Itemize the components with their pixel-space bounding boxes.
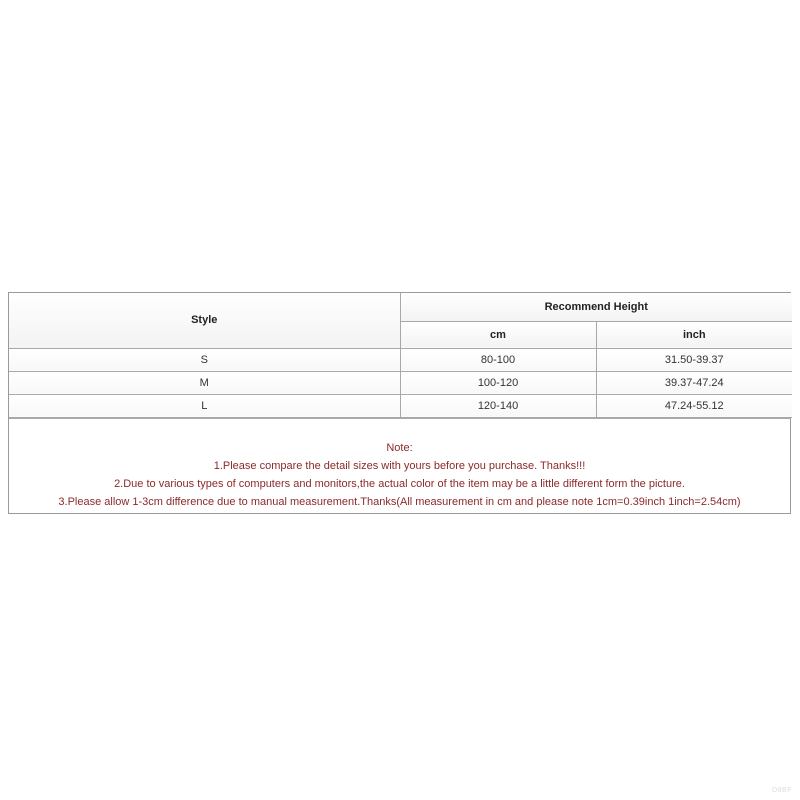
notes-section <box>9 418 790 513</box>
watermark: O8BF <box>771 787 792 794</box>
note-line: 2.Due to various types of computers and monitors,the actual color of the item may be a little different form the picture. <box>114 477 685 490</box>
table-row <box>9 348 792 371</box>
inch-cell: 31.50-39.37 <box>596 348 792 371</box>
style-cell: M <box>9 371 400 394</box>
note-line: 3.Please allow 1-3cm difference due to manual measurement.Thanks(All measurement in cm and please note 1cm=0.39inch 1inch=2.54cm) <box>58 495 741 508</box>
note-title: Note: <box>386 441 413 454</box>
inch-cell: 47.24-55.12 <box>596 394 792 417</box>
style-cell: S <box>9 348 400 371</box>
cm-cell: 80-100 <box>400 348 596 371</box>
style-cell: L <box>9 394 400 417</box>
recommend-height-header: Recommend Height <box>400 293 792 321</box>
size-table <box>9 293 792 418</box>
inch-cell: 39.37-47.24 <box>596 371 792 394</box>
size-chart <box>8 292 791 514</box>
inch-header: inch <box>596 321 792 348</box>
cm-header: cm <box>400 321 596 348</box>
cm-cell: 120-140 <box>400 394 596 417</box>
table-row <box>9 371 792 394</box>
note-line: 1.Please compare the detail sizes with yours before you purchase. Thanks!!! <box>213 459 586 472</box>
cm-cell: 100-120 <box>400 371 596 394</box>
style-header: Style <box>9 293 400 348</box>
table-row <box>9 394 792 417</box>
